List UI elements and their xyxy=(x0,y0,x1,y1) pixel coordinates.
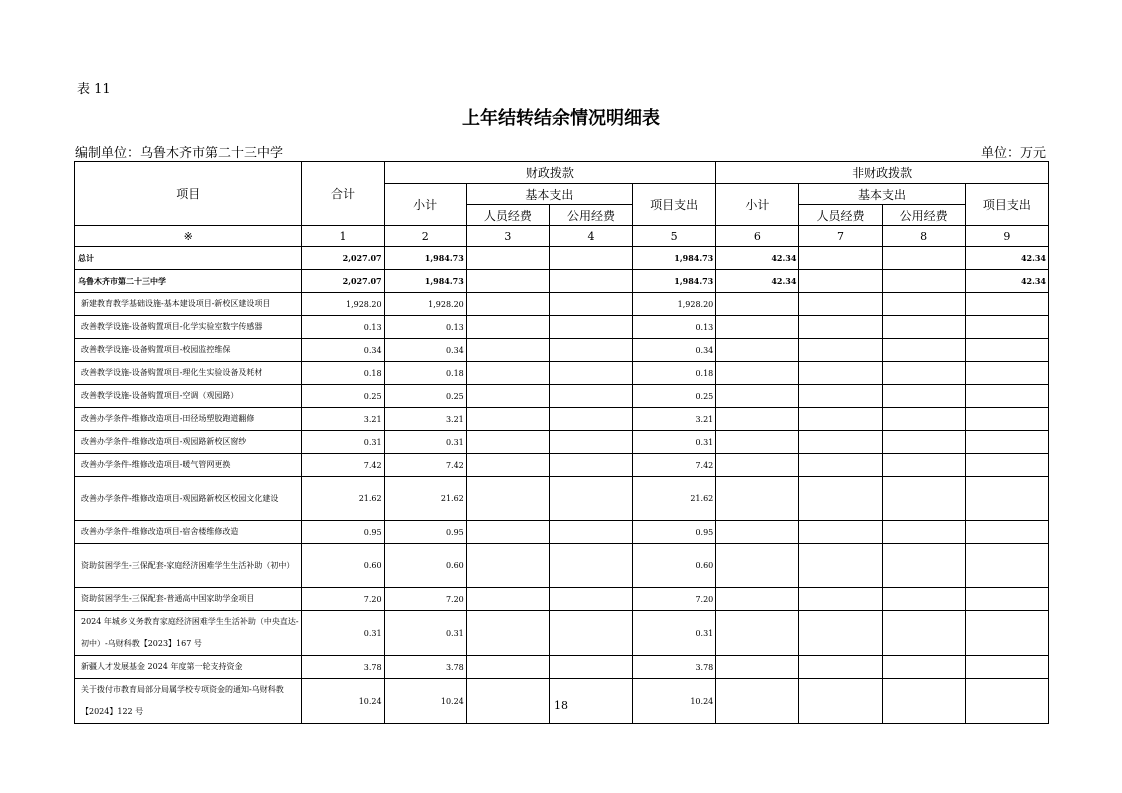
table-row xyxy=(75,385,1049,408)
currency-unit: 单位：万元 xyxy=(980,146,1046,161)
cell-col-4 xyxy=(549,477,632,521)
cell-col-5: 7.42 xyxy=(633,454,716,477)
cell-col-6: 42.34 xyxy=(716,247,799,270)
row-item-name: 改善办学条件-维修改造项目-宿舍楼维修改造 xyxy=(75,521,302,544)
cell-col-5: 0.31 xyxy=(633,611,716,656)
cell-col-2: 1,928.20 xyxy=(384,293,466,316)
cell-col-4 xyxy=(549,521,632,544)
index-cell: 1 xyxy=(302,226,384,247)
row-item-name: 改善办学条件-维修改造项目-观园路新校区窗纱 xyxy=(75,431,302,454)
cell-col-6 xyxy=(716,611,799,656)
table-row xyxy=(75,588,1049,611)
cell-col-4 xyxy=(549,588,632,611)
cell-col-7 xyxy=(799,247,882,270)
cell-col-3 xyxy=(466,316,549,339)
row-item-name: 总计 xyxy=(75,247,302,270)
cell-col-3 xyxy=(466,408,549,431)
cell-col-4 xyxy=(549,270,632,293)
cell-col-9 xyxy=(965,544,1048,588)
index-cell: 8 xyxy=(882,226,965,247)
cell-col-1: 1,928.20 xyxy=(302,293,384,316)
cell-col-9 xyxy=(965,431,1048,454)
index-cell: 5 xyxy=(633,226,716,247)
header-nonfiscal-public: 公用经费 xyxy=(882,205,965,226)
cell-col-2: 1,984.73 xyxy=(384,247,466,270)
cell-col-3 xyxy=(466,247,549,270)
cell-col-9 xyxy=(965,477,1048,521)
cell-col-5: 7.20 xyxy=(633,588,716,611)
cell-col-4 xyxy=(549,362,632,385)
table-row xyxy=(75,431,1049,454)
cell-col-6: 42.34 xyxy=(716,270,799,293)
cell-col-1: 0.60 xyxy=(302,544,384,588)
cell-col-8 xyxy=(882,431,965,454)
page-number: 18 xyxy=(554,699,568,712)
cell-col-1: 3.21 xyxy=(302,408,384,431)
table-row xyxy=(75,339,1049,362)
cell-col-9 xyxy=(965,316,1048,339)
cell-col-9 xyxy=(965,385,1048,408)
index-cell: 9 xyxy=(965,226,1048,247)
row-item-name: 改善办学条件-维修改造项目-观园路新校区校园文化建设 xyxy=(75,477,302,521)
cell-col-8 xyxy=(882,316,965,339)
cell-col-2: 1,984.73 xyxy=(384,270,466,293)
cell-col-7 xyxy=(799,588,882,611)
cell-col-4 xyxy=(549,339,632,362)
cell-col-3 xyxy=(466,270,549,293)
header-nonfiscal-personnel: 人员经费 xyxy=(799,205,882,226)
cell-col-8 xyxy=(882,408,965,431)
cell-col-5: 0.18 xyxy=(633,362,716,385)
cell-col-3 xyxy=(466,293,549,316)
header-fiscal-project: 项目支出 xyxy=(633,184,716,226)
cell-col-1: 7.20 xyxy=(302,588,384,611)
table-row xyxy=(75,611,1049,656)
cell-col-2: 0.95 xyxy=(384,521,466,544)
cell-col-8 xyxy=(882,247,965,270)
header-nonfiscal: 非财政拨款 xyxy=(716,162,1049,184)
cell-col-4 xyxy=(549,454,632,477)
cell-col-7 xyxy=(799,316,882,339)
cell-col-6 xyxy=(716,339,799,362)
cell-col-1: 2,027.07 xyxy=(302,247,384,270)
cell-col-7 xyxy=(799,454,882,477)
cell-col-1: 0.95 xyxy=(302,521,384,544)
cell-col-9 xyxy=(965,521,1048,544)
cell-col-9: 42.34 xyxy=(965,247,1048,270)
cell-col-4 xyxy=(549,316,632,339)
index-cell: 2 xyxy=(384,226,466,247)
cell-col-2: 0.60 xyxy=(384,544,466,588)
cell-col-9 xyxy=(965,611,1048,656)
cell-col-8 xyxy=(882,270,965,293)
table-row xyxy=(75,454,1049,477)
cell-col-5: 3.21 xyxy=(633,408,716,431)
cell-col-7 xyxy=(799,408,882,431)
cell-col-4 xyxy=(549,385,632,408)
cell-col-2: 0.34 xyxy=(384,339,466,362)
cell-col-6 xyxy=(716,316,799,339)
cell-col-5: 0.25 xyxy=(633,385,716,408)
row-item-name: 2024 年城乡义务教育家庭经济困难学生生活补助（中央直达-初中）-乌财科教【2023】167 号 xyxy=(75,611,302,656)
header-fiscal-public: 公用经费 xyxy=(549,205,632,226)
cell-col-7 xyxy=(799,521,882,544)
cell-col-1: 0.31 xyxy=(302,611,384,656)
index-cell: 4 xyxy=(549,226,632,247)
index-cell: 7 xyxy=(799,226,882,247)
header-fiscal-personnel: 人员经费 xyxy=(466,205,549,226)
cell-col-9 xyxy=(965,454,1048,477)
cell-col-3 xyxy=(466,339,549,362)
cell-col-6 xyxy=(716,408,799,431)
cell-col-5: 10.24 xyxy=(633,679,716,724)
cell-col-5: 0.31 xyxy=(633,431,716,454)
cell-col-3 xyxy=(466,544,549,588)
header-fiscal: 财政拨款 xyxy=(384,162,716,184)
cell-col-2: 10.24 xyxy=(384,679,466,724)
cell-col-1: 0.13 xyxy=(302,316,384,339)
cell-col-1: 0.34 xyxy=(302,339,384,362)
cell-col-8 xyxy=(882,385,965,408)
cell-col-7 xyxy=(799,477,882,521)
cell-col-2: 0.31 xyxy=(384,431,466,454)
table-row xyxy=(75,408,1049,431)
table-row xyxy=(75,544,1049,588)
row-item-name: 资助贫困学生-三保配套-普通高中国家助学金项目 xyxy=(75,588,302,611)
cell-col-2: 21.62 xyxy=(384,477,466,521)
cell-col-2: 3.78 xyxy=(384,656,466,679)
cell-col-8 xyxy=(882,544,965,588)
row-item-name: 改善教学设施-设备购置项目-校园监控维保 xyxy=(75,339,302,362)
cell-col-9 xyxy=(965,408,1048,431)
table-number: 表 11 xyxy=(77,82,111,97)
cell-col-3 xyxy=(466,477,549,521)
cell-col-7 xyxy=(799,656,882,679)
table-row xyxy=(75,270,1049,293)
cell-col-5: 1,928.20 xyxy=(633,293,716,316)
cell-col-2: 3.21 xyxy=(384,408,466,431)
table-row xyxy=(75,656,1049,679)
cell-col-3 xyxy=(466,454,549,477)
cell-col-9 xyxy=(965,293,1048,316)
cell-col-1: 0.31 xyxy=(302,431,384,454)
carryover-balance-table xyxy=(74,161,1049,724)
cell-col-5: 0.34 xyxy=(633,339,716,362)
cell-col-1: 0.25 xyxy=(302,385,384,408)
cell-col-6 xyxy=(716,544,799,588)
cell-col-1: 21.62 xyxy=(302,477,384,521)
header-fiscal-subtotal: 小计 xyxy=(384,184,466,226)
cell-col-5: 0.13 xyxy=(633,316,716,339)
cell-col-5: 0.95 xyxy=(633,521,716,544)
cell-col-7 xyxy=(799,339,882,362)
cell-col-6 xyxy=(716,477,799,521)
row-item-name: 改善办学条件-维修改造项目-田径场塑胶跑道翻修 xyxy=(75,408,302,431)
row-item-name: 新疆人才发展基金 2024 年度第一轮支持资金 xyxy=(75,656,302,679)
table-row xyxy=(75,247,1049,270)
cell-col-1: 10.24 xyxy=(302,679,384,724)
cell-col-2: 0.31 xyxy=(384,611,466,656)
cell-col-3 xyxy=(466,656,549,679)
page-title: 上年结转结余情况明细表 xyxy=(462,108,660,129)
cell-col-4 xyxy=(549,293,632,316)
cell-col-4 xyxy=(549,611,632,656)
row-item-name: 资助贫困学生-三保配套-家庭经济困难学生生活补助（初中） xyxy=(75,544,302,588)
cell-col-5: 1,984.73 xyxy=(633,247,716,270)
cell-col-5: 0.60 xyxy=(633,544,716,588)
cell-col-6 xyxy=(716,362,799,385)
index-cell: 3 xyxy=(466,226,549,247)
table-row xyxy=(75,316,1049,339)
header-nonfiscal-basic: 基本支出 xyxy=(799,184,965,205)
header-item: 项目 xyxy=(75,162,302,226)
cell-col-6 xyxy=(716,431,799,454)
cell-col-3 xyxy=(466,521,549,544)
cell-col-3 xyxy=(466,385,549,408)
cell-col-3 xyxy=(466,362,549,385)
cell-col-8 xyxy=(882,454,965,477)
cell-col-6 xyxy=(716,454,799,477)
cell-col-6 xyxy=(716,385,799,408)
row-item-name: 关于拨付市教育局部分局属学校专项资金的通知-乌财科教【2024】122 号 xyxy=(75,679,302,724)
cell-col-3 xyxy=(466,611,549,656)
table-row xyxy=(75,521,1049,544)
row-item-name: 改善教学设施-设备购置项目-理化生实验设备及耗材 xyxy=(75,362,302,385)
cell-col-4 xyxy=(549,544,632,588)
cell-col-9 xyxy=(965,656,1048,679)
cell-col-7 xyxy=(799,385,882,408)
cell-col-8 xyxy=(882,656,965,679)
row-item-name: 改善教学设施-设备购置项目-化学实验室数字传感器 xyxy=(75,316,302,339)
cell-col-2: 7.42 xyxy=(384,454,466,477)
cell-col-2: 7.20 xyxy=(384,588,466,611)
cell-col-8 xyxy=(882,477,965,521)
cell-col-6 xyxy=(716,521,799,544)
cell-col-5: 21.62 xyxy=(633,477,716,521)
cell-col-2: 0.13 xyxy=(384,316,466,339)
row-item-name: 乌鲁木齐市第二十三中学 xyxy=(75,270,302,293)
cell-col-4 xyxy=(549,247,632,270)
cell-col-6 xyxy=(716,656,799,679)
header-nonfiscal-subtotal: 小计 xyxy=(716,184,799,226)
cell-col-1: 2,027.07 xyxy=(302,270,384,293)
cell-col-7 xyxy=(799,270,882,293)
table-row xyxy=(75,362,1049,385)
row-item-name: 改善教学设施-设备购置项目-空调（观园路） xyxy=(75,385,302,408)
cell-col-4 xyxy=(549,656,632,679)
cell-col-4 xyxy=(549,431,632,454)
cell-col-6 xyxy=(716,293,799,316)
cell-col-8 xyxy=(882,611,965,656)
cell-col-5: 1,984.73 xyxy=(633,270,716,293)
cell-col-8 xyxy=(882,362,965,385)
cell-col-9 xyxy=(965,588,1048,611)
index-cell: ※ xyxy=(75,226,302,247)
cell-col-3 xyxy=(466,588,549,611)
cell-col-5: 3.78 xyxy=(633,656,716,679)
cell-col-2: 0.25 xyxy=(384,385,466,408)
compiling-unit: 编制单位：乌鲁木齐市第二十三中学 xyxy=(75,146,284,161)
cell-col-1: 7.42 xyxy=(302,454,384,477)
table-body xyxy=(75,247,1049,724)
cell-col-6 xyxy=(716,588,799,611)
cell-col-2: 0.18 xyxy=(384,362,466,385)
header-total: 合计 xyxy=(302,162,384,226)
cell-col-8 xyxy=(882,293,965,316)
cell-col-3 xyxy=(466,431,549,454)
cell-col-4 xyxy=(549,408,632,431)
cell-col-7 xyxy=(799,611,882,656)
cell-col-9 xyxy=(965,362,1048,385)
cell-col-9: 42.34 xyxy=(965,270,1048,293)
header-nonfiscal-project: 项目支出 xyxy=(965,184,1048,226)
cell-col-7 xyxy=(799,431,882,454)
cell-col-7 xyxy=(799,544,882,588)
cell-col-7 xyxy=(799,362,882,385)
cell-col-9 xyxy=(965,339,1048,362)
table-row xyxy=(75,477,1049,521)
row-item-name: 改善办学条件-维修改造项目-暖气管网更换 xyxy=(75,454,302,477)
cell-col-1: 3.78 xyxy=(302,656,384,679)
row-item-name: 新建教育教学基础设施-基本建设项目-新校区建设项目 xyxy=(75,293,302,316)
index-cell: 6 xyxy=(716,226,799,247)
cell-col-8 xyxy=(882,588,965,611)
header-fiscal-basic: 基本支出 xyxy=(466,184,632,205)
table-row xyxy=(75,293,1049,316)
cell-col-8 xyxy=(882,521,965,544)
cell-col-8 xyxy=(882,339,965,362)
cell-col-1: 0.18 xyxy=(302,362,384,385)
cell-col-7 xyxy=(799,293,882,316)
